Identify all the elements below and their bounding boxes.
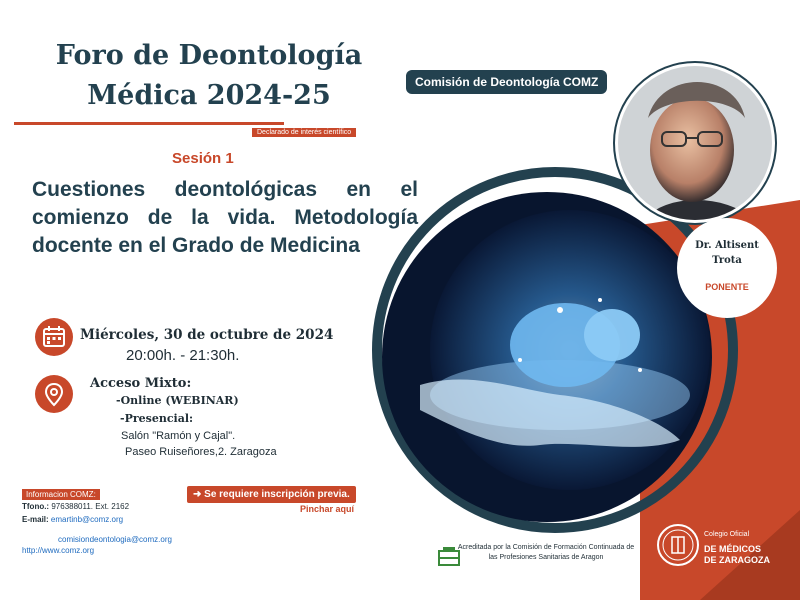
college-seal-icon xyxy=(656,523,700,567)
college-name-line-1: DE MÉDICOS xyxy=(704,544,762,554)
declared-badge: Declarado de interés científico xyxy=(252,128,356,137)
access-address: Paseo Ruiseñores,2. Zaragoza xyxy=(125,446,277,458)
email-link-2[interactable]: comisiondeontologia@comz.org xyxy=(58,535,172,544)
title-line-2: Médica 2024-25 xyxy=(87,80,331,111)
access-title: Acceso Mixto: xyxy=(90,376,192,391)
commission-badge: Comisión de Deontología COMZ xyxy=(406,70,607,94)
email-link[interactable]: emartinb@comz.org xyxy=(50,515,124,524)
location-pin-icon xyxy=(35,375,73,413)
page-title xyxy=(14,36,404,116)
speaker-name-line-1: Dr. Altisent xyxy=(695,240,759,251)
event-time: 20:00h. - 21:30h. xyxy=(126,347,240,364)
access-presencial: -Presencial: xyxy=(120,412,194,425)
speaker-name-line-2: Trota xyxy=(712,255,742,266)
phone-value: 976388011. Ext. 2162 xyxy=(51,502,130,511)
contact-label: Informacion COMZ: xyxy=(22,489,100,500)
event-date: Miércoles, 30 de octubre de 2024 xyxy=(80,327,334,343)
access-venue: Salón "Ramón y Cajal". xyxy=(121,430,236,442)
speaker-label xyxy=(677,238,777,292)
college-name xyxy=(704,544,770,566)
contact-email xyxy=(22,515,123,524)
access-online: -Online (WEBINAR) xyxy=(116,394,239,407)
session-label: Sesión 1 xyxy=(172,150,234,167)
calendar-icon xyxy=(35,318,73,356)
website-link[interactable]: http://www.comz.org xyxy=(22,546,95,555)
registration-link[interactable]: Pinchar aquí xyxy=(300,504,355,514)
accreditation-text: Acreditada por la Comisión de Formación Continuada de las Profesiones Sanitarias de Aragon xyxy=(457,544,635,561)
college-name-line-2: DE ZARAGOZA xyxy=(704,555,770,565)
speaker-photo xyxy=(610,60,780,230)
phone-label: Tfono.: xyxy=(22,502,50,511)
speaker-role: PONENTE xyxy=(705,282,749,292)
registration-button[interactable]: ➜ Se requiere inscripción previa. xyxy=(187,486,356,503)
college-badge: Colegio Oficial xyxy=(700,529,753,540)
session-headline: Cuestiones deontológicas en el comienzo de la vida. Metodología docente en el Grado de Medicina xyxy=(32,178,418,257)
title-divider xyxy=(14,122,284,125)
contact-phone xyxy=(22,502,129,511)
title-line-1: Foro de Deontología xyxy=(55,40,363,71)
email-label: E-mail: xyxy=(22,515,49,524)
